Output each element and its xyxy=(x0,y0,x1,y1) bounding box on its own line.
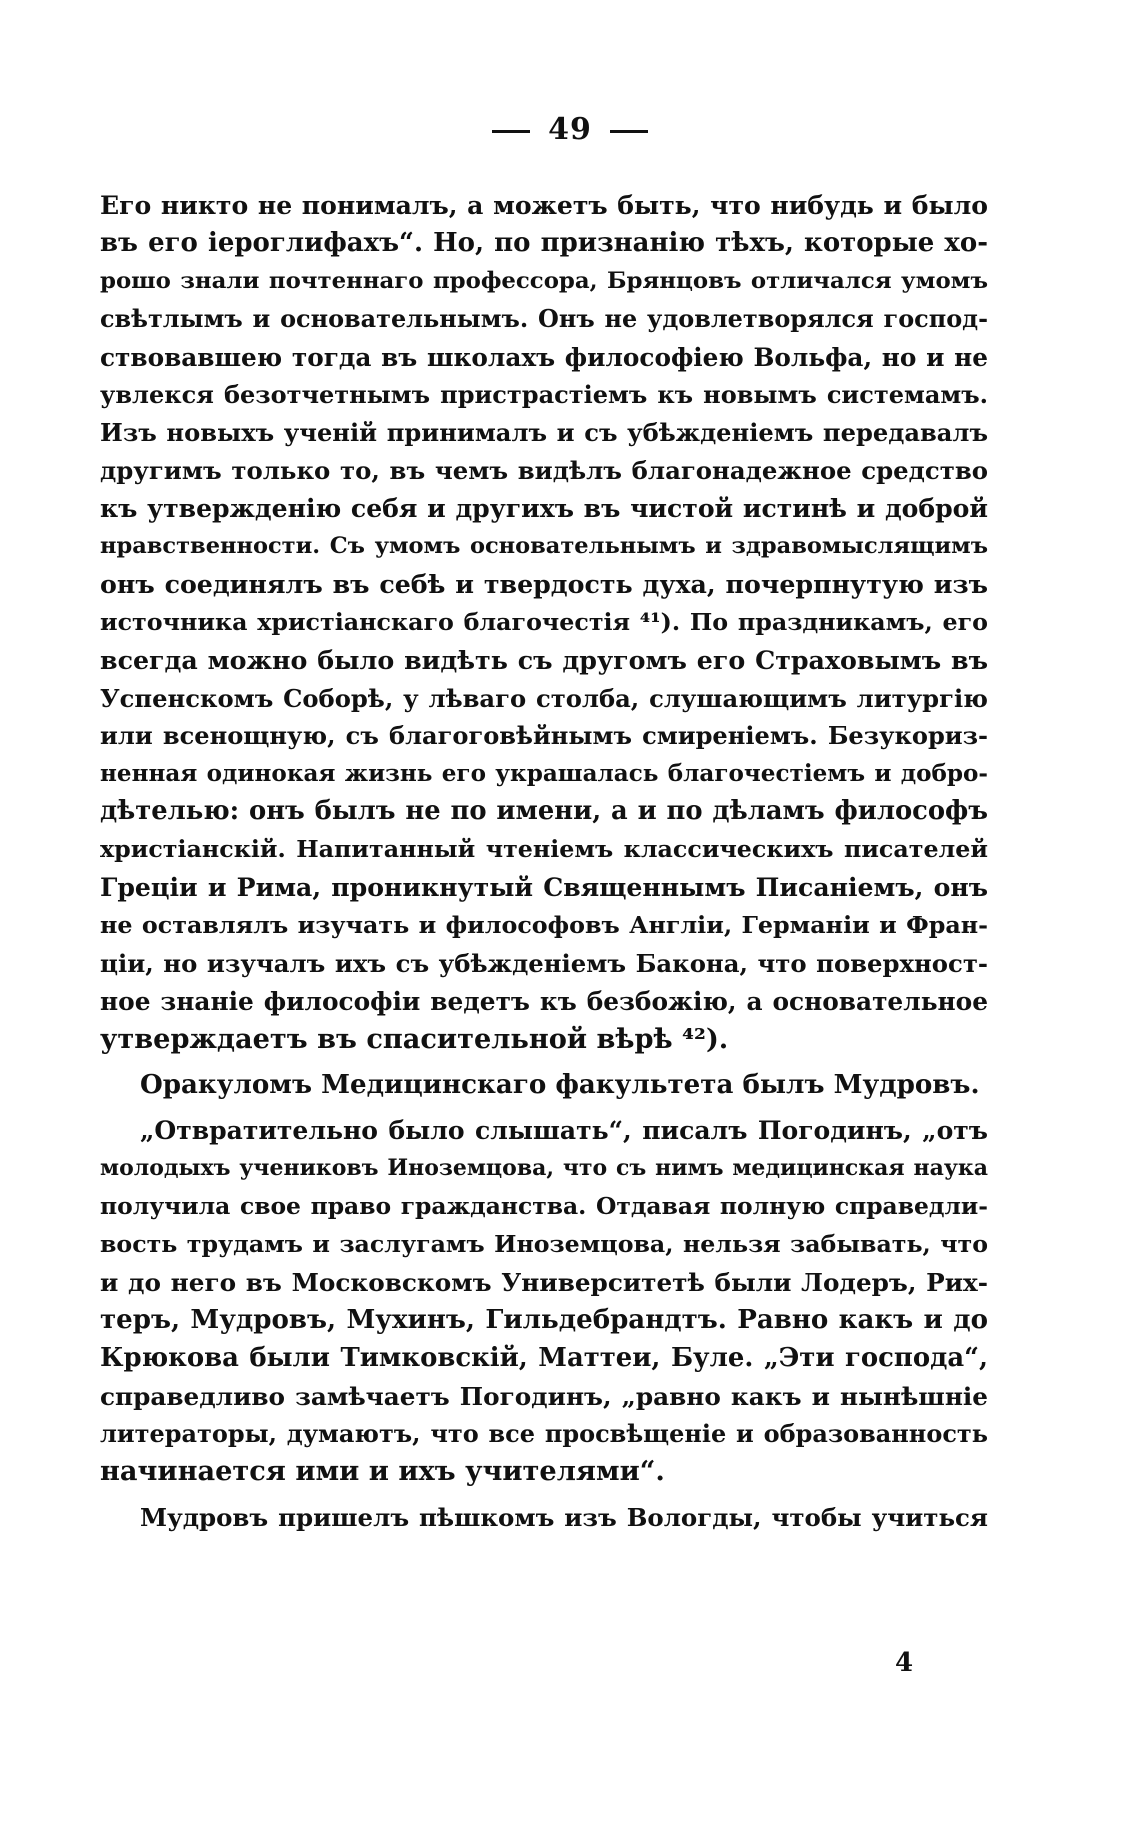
text-line: Оракуломъ Медицинскаго факультета былъ Мудровъ. xyxy=(140,1069,980,1101)
paragraph-2 xyxy=(100,1066,988,1104)
text-line: Успенскомъ Соборѣ, у лѣваго столба, слушающимъ литургію xyxy=(100,683,988,713)
text-line: всегда можно было видѣть съ другомъ его Страховымъ въ xyxy=(100,644,988,675)
text-line: „Отвратительно было слышать“, писалъ Погодинъ, „отъ xyxy=(140,1115,988,1146)
paragraph-gap xyxy=(100,1104,988,1112)
page-number: 49 xyxy=(548,112,592,147)
text-line: утверждаетъ въ спасительной вѣрѣ ⁴²). xyxy=(100,1022,729,1055)
text-line: начинается ими и ихъ учителями“. xyxy=(100,1455,665,1488)
text-line: въ его іероглифахъ“. Но, по признанію тѣхъ, которые хо- xyxy=(100,227,988,258)
text-line: ствовавшею тогда въ школахъ философіею Вольфа, но и не xyxy=(100,342,988,372)
text-line: или всенощную, съ благоговѣйнымъ смиреніемъ. Безукориз- xyxy=(100,721,988,751)
text-line: дѣтелью: онъ былъ не по имени, а и по дѣламъ философъ xyxy=(100,796,988,827)
paragraph-1 xyxy=(100,187,988,1058)
text-line: рошо знали почтеннаго профессора, Брянцовъ отличался умомъ xyxy=(100,267,988,294)
text-line: и до него въ Московскомъ Университетѣ были Лодеръ, Рих- xyxy=(100,1267,988,1297)
text-line: источника христіанскаго благочестія ⁴¹). По праздникамъ, его xyxy=(100,607,988,636)
paragraph-gap xyxy=(100,1491,988,1499)
text-line: теръ, Мудровъ, Мухинъ, Гильдебрандтъ. Равно какъ и до xyxy=(100,1304,988,1335)
text-line: справедливо замѣчаетъ Погодинъ, „равно какъ и нынѣшніе xyxy=(100,1381,988,1411)
body-text xyxy=(100,187,988,1537)
paragraph-3 xyxy=(100,1112,988,1491)
text-line: Крюкова были Тимковскій, Маттеи, Буле. „Эти господа“, xyxy=(100,1342,988,1373)
text-line: литераторы, думаютъ, что все просвѣщеніе и образованность xyxy=(100,1419,988,1448)
text-line: къ утвержденію себя и другихъ въ чистой истинѣ и доброй xyxy=(100,493,988,524)
text-line: христіанскій. Напитанный чтеніемъ классическихъ писателей xyxy=(100,835,988,864)
text-line: Греціи и Рима, проникнутый Священнымъ Писаніемъ, онъ xyxy=(100,872,988,903)
text-line: вость трудамъ и заслугамъ Иноземцова, нельзя забывать, что xyxy=(100,1230,988,1259)
text-line: нравственности. Съ умомъ основательнымъ и здравомыслящимъ xyxy=(100,533,988,560)
paragraph-4 xyxy=(100,1499,988,1537)
signature-mark: 4 xyxy=(895,1648,914,1678)
text-line: ное знаніе философіи ведетъ къ безбожію, а основательное xyxy=(100,986,988,1016)
text-line: Мудровъ пришелъ пѣшкомъ изъ Вологды, чтобы учиться xyxy=(140,1503,988,1533)
paragraph-gap xyxy=(100,1058,988,1066)
text-line: Изъ новыхъ ученій принималъ и съ убѣжденіемъ передавалъ xyxy=(100,418,988,448)
page-header xyxy=(0,112,1140,147)
text-line: молодыхъ учениковъ Иноземцова, что съ нимъ медицинская наука xyxy=(100,1155,988,1182)
text-line: онъ соединялъ въ себѣ и твердость духа, почерпнутую изъ xyxy=(100,568,988,599)
text-line: увлекся безотчетнымъ пристрастіемъ къ новымъ системамъ. xyxy=(100,380,988,410)
header-dash-left xyxy=(492,130,530,133)
text-line: получила свое право гражданства. Отдавая полную справедли- xyxy=(100,1192,988,1221)
text-line: не оставлялъ изучать и философовъ Англіи, Германіи и Фран- xyxy=(100,910,988,939)
text-line: свѣтлымъ и основательнымъ. Онъ не удовлетворялся господ- xyxy=(100,304,988,333)
text-line: ненная одинокая жизнь его украшалась благочестіемъ и добро- xyxy=(100,760,988,788)
text-line: ціи, но изучалъ ихъ съ убѣжденіемъ Бакона, что поверхност- xyxy=(100,948,988,978)
header-dash-right xyxy=(610,130,648,133)
text-line: другимъ только то, въ чемъ видѣлъ благонадежное средство xyxy=(100,456,988,486)
text-line: Его никто не понималъ, а можетъ быть, что нибудь и было xyxy=(100,190,988,220)
